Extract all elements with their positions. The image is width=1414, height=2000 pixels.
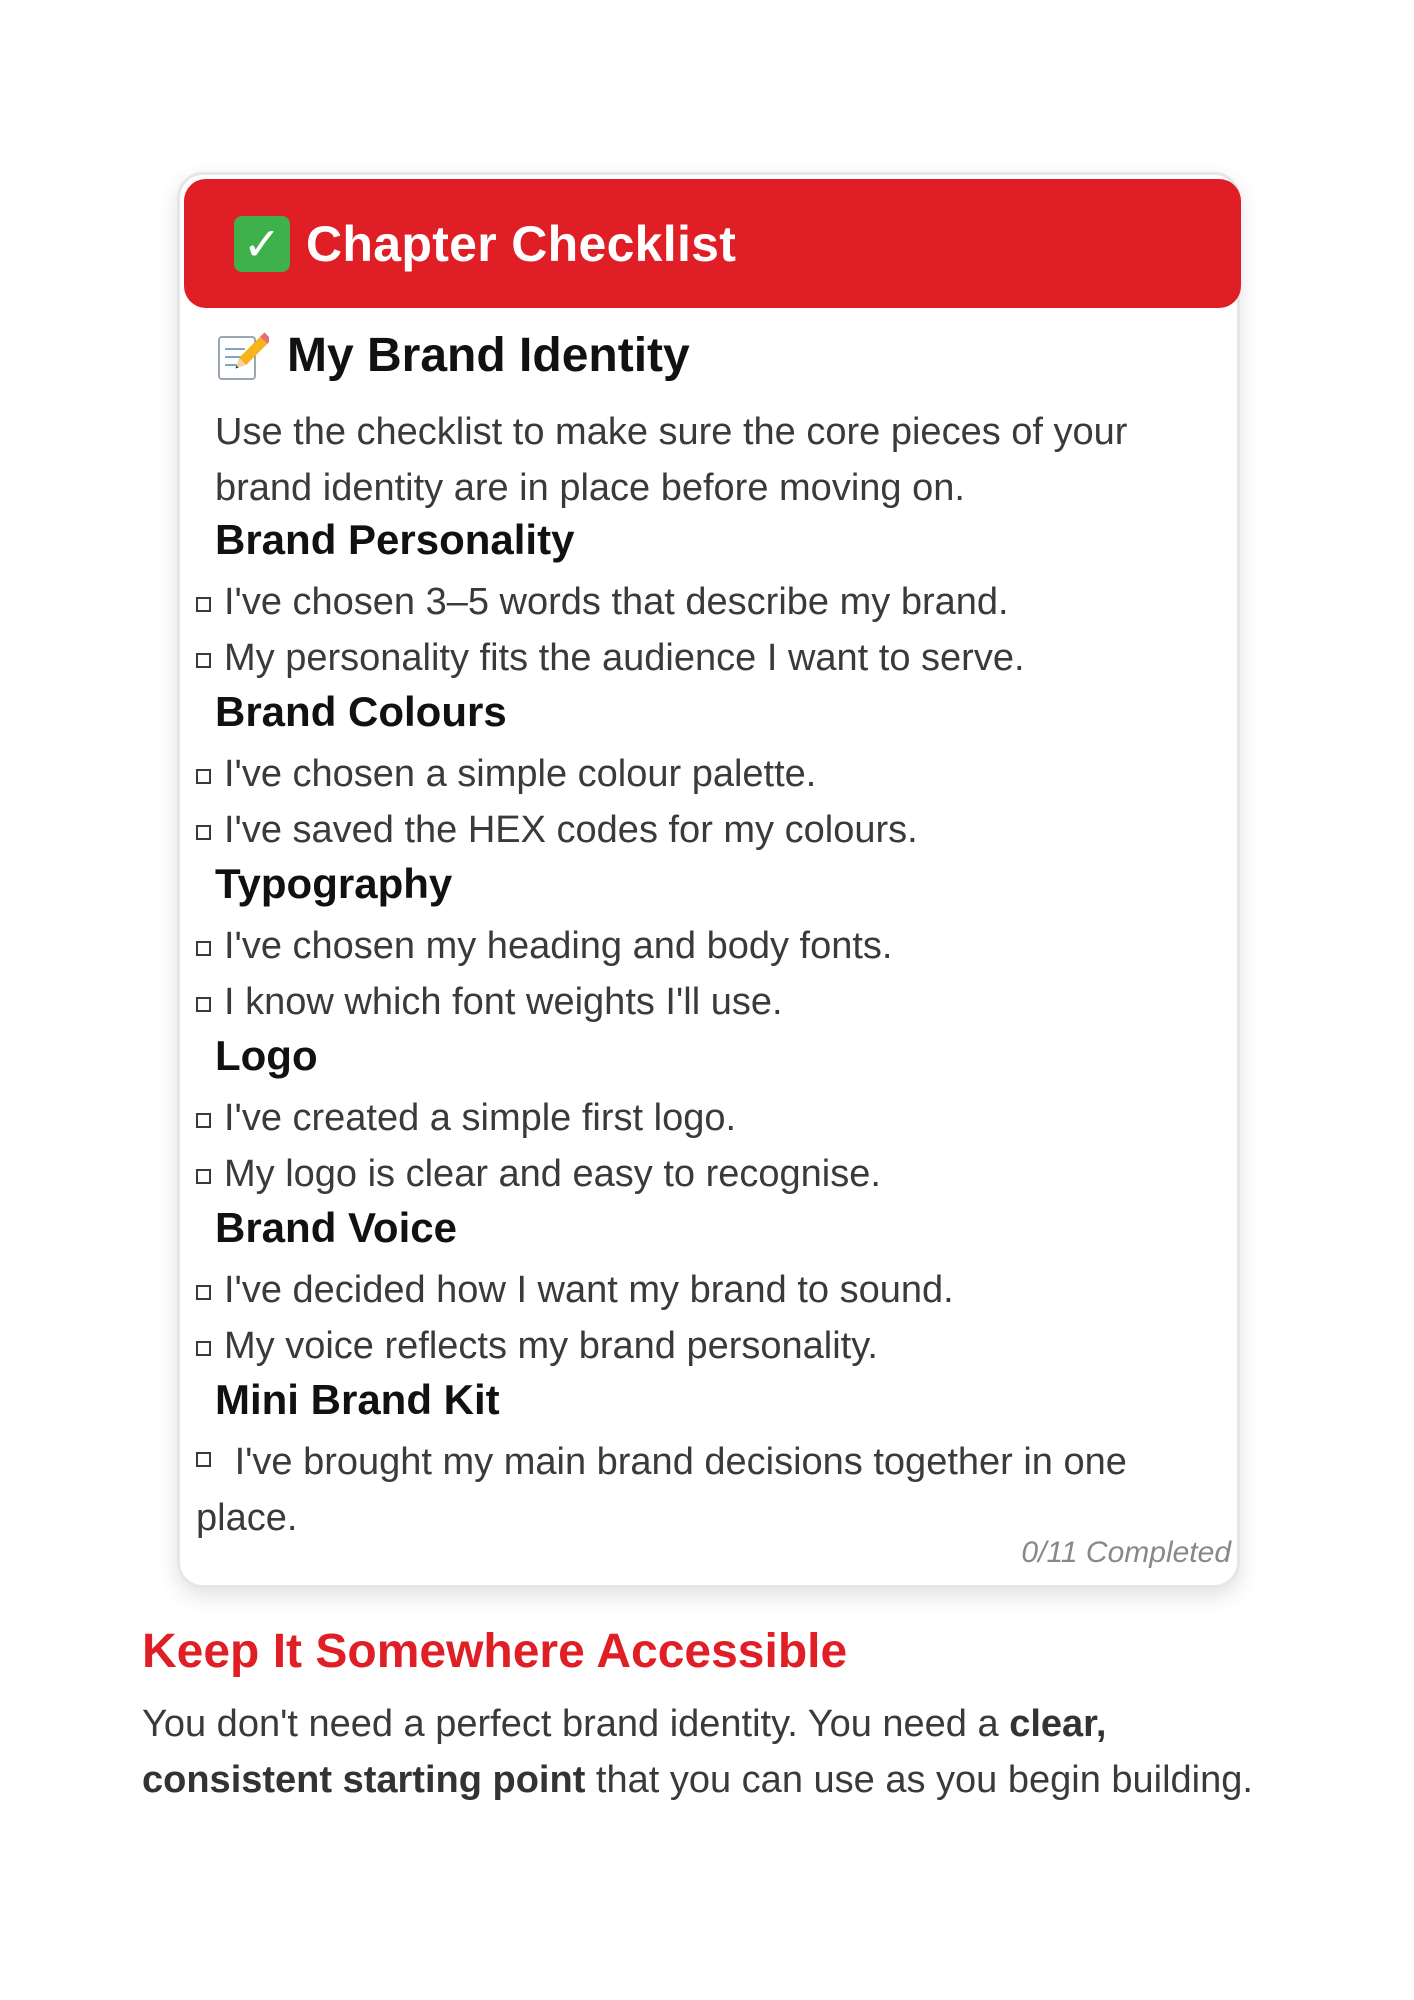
checkbox[interactable] [196,1285,211,1300]
section-heading-brand-voice: Brand Voice [215,1204,457,1251]
checkbox[interactable] [196,653,211,668]
checklist-item-label: I've created a simple first logo. [224,1097,737,1139]
section-heading-brand-personality: Brand Personality [215,516,575,563]
checklist-item[interactable] [196,918,1196,974]
body-text: You don't need a perfect brand identity. You need a [142,1703,1010,1745]
checklist-item-label: My personality fits the audience I want to serve. [224,637,1025,679]
checklist-item[interactable] [196,746,1196,802]
checklist-item-label: My logo is clear and easy to recognise. [224,1153,881,1195]
checklist-title: Chapter Checklist [306,215,737,272]
checklist-item-label: I know which font weights I'll use. [224,981,783,1023]
checklist-item[interactable] [196,1146,1196,1202]
section-heading-typography: Typography [215,860,453,907]
body-text: that you can use as you begin building. [585,1759,1253,1801]
checkbox[interactable] [196,1113,211,1128]
checkbox[interactable] [196,597,211,612]
checklist-item[interactable] [196,974,1196,1030]
checkbox[interactable] [196,941,211,956]
checkbox[interactable] [196,997,211,1012]
section-body [142,1696,1282,1808]
checklist-item[interactable] [196,1262,1196,1318]
section-heading-logo: Logo [215,1032,318,1079]
checklist-item[interactable] [196,1090,1196,1146]
checklist-item-label: I've chosen 3–5 words that describe my brand. [224,581,1009,623]
checkbox[interactable] [196,769,211,784]
body-emphasis: clear, consistent starting point [142,1703,1107,1801]
checklist-item[interactable] [196,574,1196,630]
checkbox[interactable] [196,825,211,840]
checklist-item-label: I've chosen my heading and body fonts. [224,925,893,967]
checklist-item-label: I've saved the HEX codes for my colours. [224,809,918,851]
checklist-item-label: I've brought my main brand decisions together in one place. [196,1441,1127,1539]
check-mark-button-icon: ✓ [234,216,290,272]
checklist-item[interactable] [196,802,1196,858]
checklist-item[interactable] [196,1434,1196,1546]
section-heading-brand-colours: Brand Colours [215,688,507,735]
checklist-item-label: I've decided how I want my brand to sound. [224,1269,954,1311]
progress-counter: 0/11 Completed [1021,1536,1231,1569]
memo-icon [215,329,269,383]
checklist-item-label: My voice reflects my brand personality. [224,1325,878,1367]
checkbox[interactable] [196,1452,211,1467]
checklist-item[interactable] [196,1318,1196,1374]
subtitle-row [215,328,690,383]
checklist-intro: Use the checklist to make sure the core pieces of your brand identity are in place before moving on. [215,411,1128,509]
checklist-header [184,179,1241,308]
checklist-item-label: I've chosen a simple colour palette. [224,753,817,795]
checkbox[interactable] [196,1341,211,1356]
section-heading-mini-brand-kit: Mini Brand Kit [215,1376,500,1423]
checklist-subtitle: My Brand Identity [287,329,690,382]
section-title: Keep It Somewhere Accessible [142,1625,848,1678]
checklist-item[interactable] [196,630,1196,686]
checkbox[interactable] [196,1169,211,1184]
